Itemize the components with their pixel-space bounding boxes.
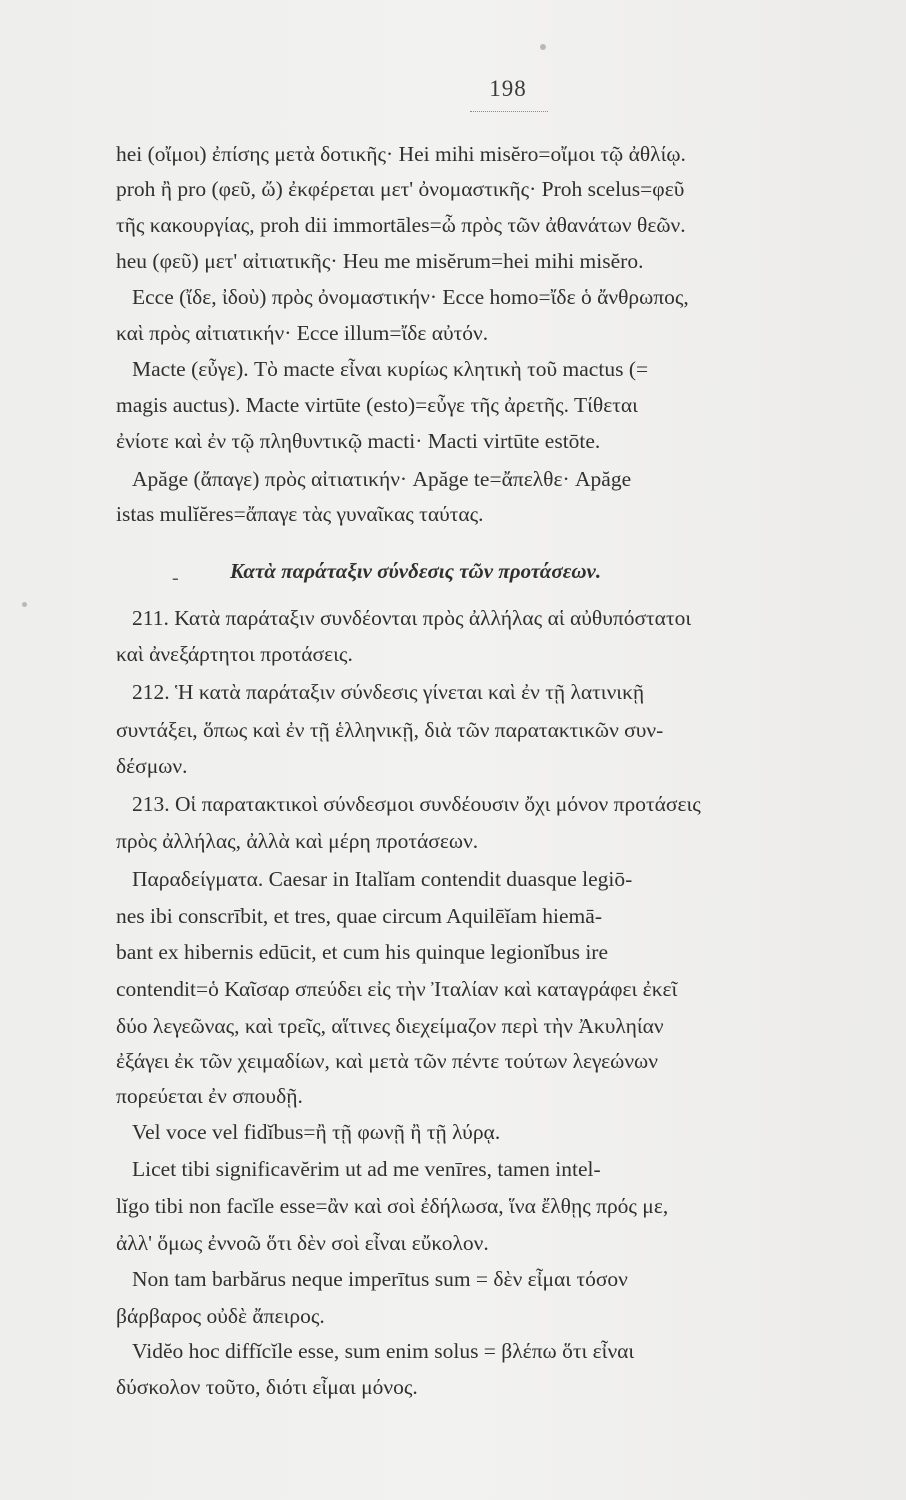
text-line-18: πρὸς ἀλλήλας, ἀλλὰ καὶ μέρη προτάσεων. xyxy=(116,829,479,853)
page-number-rule xyxy=(470,111,548,112)
text-line-24: ἐξάγει ἐκ τῶν χειμαδίων, καὶ μετὰ τῶν πέντε τούτων λεγεώνων xyxy=(116,1049,658,1073)
text-line-19: Παραδείγματα. Caesar in Italĭam contendit duasque legiō- xyxy=(132,867,633,891)
text-line-15: συντάξει, ὅπως καὶ ἐν τῇ ἑλληνικῇ, διὰ τῶν παρατακτικῶν συν- xyxy=(116,718,664,742)
text-line-3: τῆς κακουργίας, proh dii immortāles=ὦ πρὸς τῶν ἀθανάτων θεῶν. xyxy=(116,213,686,237)
text-line-14: 212. Ἡ κατὰ παράταξιν σύνδεσις γίνεται καὶ ἐν τῇ λατινικῇ xyxy=(132,680,645,704)
heading-dash: - xyxy=(172,567,179,589)
text-line-9: ἐνίοτε καὶ ἐν τῷ πληθυντικῷ macti· Macti virtūte estōte. xyxy=(116,429,601,453)
text-line-8: magis auctus). Macte virtūte (esto)=εὖγε τῆς ἀρετῆς. Τίθεται xyxy=(116,393,638,417)
text-line-25: πορεύεται ἐν σπουδῇ. xyxy=(116,1084,303,1108)
text-line-2: proh ἢ pro (φεῦ, ὤ) ἐκφέρεται μετ' ὀνομαστικῆς· Proh scelus=φεῦ xyxy=(116,177,685,201)
text-line-31: βάρβαρος οὐδὲ ἄπειρος. xyxy=(116,1304,325,1328)
text-line-6: καὶ πρὸς αἰτιατικήν· Ecce illum=ἴδε αὐτόν. xyxy=(116,321,489,345)
text-line-1: hei (οἴμοι) ἐπίσης μετὰ δοτικῆς· Hei mihi misĕro=οἴμοι τῷ ἀθλίῳ. xyxy=(116,142,686,166)
text-line-11: istas mulĭĕres=ἄπαγε τὰς γυναῖκας ταύτας. xyxy=(116,502,484,526)
text-line-27: Licet tibi significavĕrim ut ad me venīres, tamen intel- xyxy=(132,1157,601,1181)
text-line-7: Macte (εὖγε). Τὸ macte εἶναι κυρίως κλητικὴ τοῦ mactus (= xyxy=(132,357,649,381)
text-line-28: lĭgo tibi non facĭle esse=ἂν καὶ σοὶ ἐδήλωσα, ἵνα ἔλθῃς πρός με, xyxy=(116,1194,669,1218)
text-line-33: δύσκολον τοῦτο, διότι εἶμαι μόνος. xyxy=(116,1375,418,1399)
section-heading: Κατὰ παράταξιν σύνδεσις τῶν προτάσεων. xyxy=(230,559,602,583)
text-line-26: Vel voce vel fidĭbus=ἢ τῇ φωνῇ ἢ τῇ λύρᾳ. xyxy=(132,1120,501,1144)
ink-speck xyxy=(22,602,27,607)
text-line-22: contendit=ὁ Καῖσαρ σπεύδει εἰς τὴν Ἰταλίαν καὶ καταγράφει ἐκεῖ xyxy=(116,977,678,1001)
ink-speck xyxy=(540,44,546,50)
text-line-20: nes ibi conscrībit, et tres, quae circum Aquilēĭam hiemā- xyxy=(116,904,602,928)
text-line-23: δύο λεγεῶνας, καὶ τρεῖς, αἵτινες διεχείμαζον περὶ τὴν Ἀκυληίαν xyxy=(116,1014,664,1038)
page-number: 198 xyxy=(489,76,527,101)
text-line-4: heu (φεῦ) μετ' αἰτιατικῆς· Heu me misĕrum=hei mihi misĕro. xyxy=(116,249,644,273)
text-line-5: Ecce (ἴδε, ἰδοὺ) πρὸς ὀνομαστικήν· Ecce homo=ἴδε ὁ ἄνθρωπος, xyxy=(132,285,689,309)
text-line-12: 211. Κατὰ παράταξιν συνδέονται πρὸς ἀλλήλας αἱ αὐθυπόστατοι xyxy=(132,606,692,630)
text-line-29: ἀλλ' ὅμως ἐννοῶ ὅτι δὲν σοὶ εἶναι εὔκολον. xyxy=(116,1231,489,1255)
text-line-13: καὶ ἀνεξάρτητοι προτάσεις. xyxy=(116,642,353,666)
text-line-21: bant ex hibernis edūcit, et cum his quinque legionĭbus ire xyxy=(116,940,609,964)
text-line-32: Vidĕo hoc diffĭcĭle esse, sum enim solus = βλέπω ὅτι εἶναι xyxy=(132,1339,635,1363)
text-line-10: Apăge (ἄπαγε) πρὸς αἰτιατικήν· Apăge te=ἄπελθε· Apăge xyxy=(132,467,632,491)
text-line-30: Non tam barbărus neque imperītus sum = δὲν εἶμαι τόσον xyxy=(132,1267,628,1291)
text-line-16: δέσμων. xyxy=(116,754,188,778)
text-line-17: 213. Οἱ παρατακτικοὶ σύνδεσμοι συνδέουσιν ὄχι μόνον προτάσεις xyxy=(132,792,701,816)
